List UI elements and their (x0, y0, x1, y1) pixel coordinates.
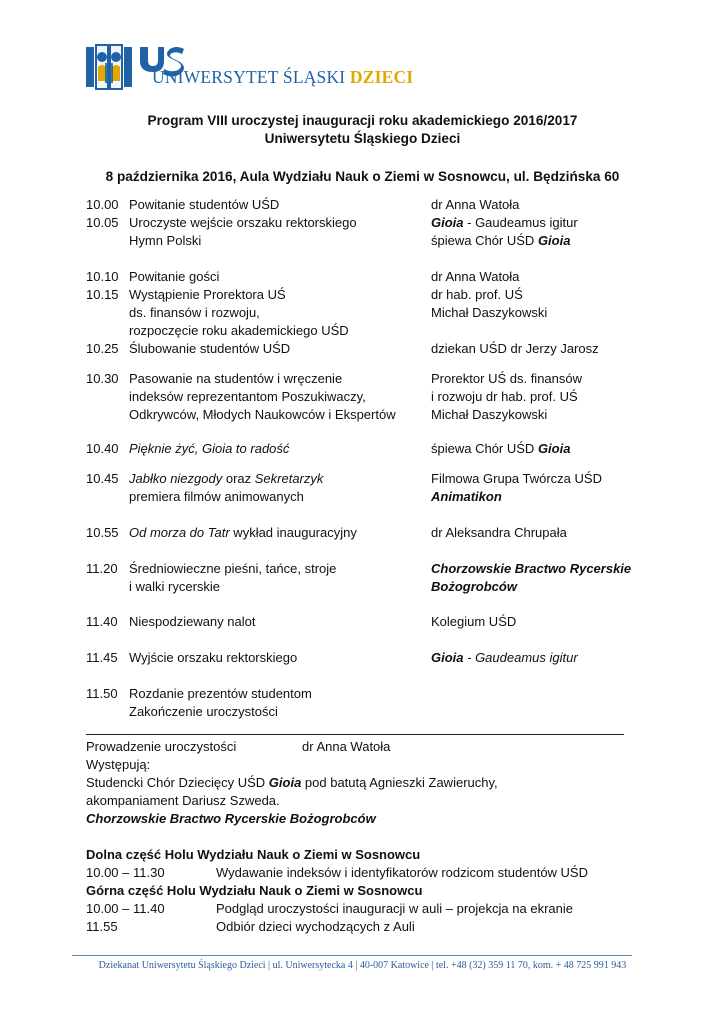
schedule-performer: Gioia - Gaudeamus igitur (431, 650, 578, 665)
lower-hall-title: Dolna część Holu Wydziału Nauk o Ziemi w Sosnowcu (86, 847, 421, 862)
schedule-time: 11.20 (86, 561, 118, 576)
schedule-event: Pięknie żyć, Gioia to radość (129, 441, 290, 456)
schedule-performer: Prorektor UŚ ds. finansów i rozwoju dr hab. prof. UŚ Michał Daszykowski (431, 371, 583, 422)
schedule-performer: dr hab. prof. UŚ Michał Daszykowski (431, 287, 548, 320)
accompaniment-line: akompaniament Dariusz Szweda. (86, 793, 280, 808)
logo-wordmark (152, 67, 413, 88)
schedule-event: Uroczyste wejście orszaku rektorskiego Hymn Polski (129, 215, 357, 248)
logo-text-main: UNIWERSYTET ŚLĄSKI (152, 67, 346, 87)
lower-hall-row: 10.00 – 11.30 Wydawanie indeksów i identyfikatorów rodzicom studentów UŚD (86, 865, 588, 880)
upper-hall-title: Górna część Holu Wydziału Nauk o Ziemi w Sosnowcu (86, 883, 423, 898)
university-logo (84, 41, 414, 97)
hall-info (86, 846, 588, 936)
schedule-event: Ślubowanie studentów UŚD (129, 341, 291, 356)
upper-hall-row: 10.00 – 11.40 Podgląd uroczystości inauguracji w auli – projekcja na ekranie (86, 901, 573, 916)
schedule-performer: dr Anna Watoła (431, 197, 520, 212)
schedule-time: 10.15 (86, 287, 119, 302)
schedule-event: Pasowanie na studentów i wręczenie indeksów reprezentantom Poszukiwaczy, Odkrywców, Młodych Naukowców i Ekspertów (129, 371, 396, 422)
schedule-time: 10.55 (86, 525, 119, 540)
schedule-time: 10.25 (86, 341, 119, 356)
schedule-performer: śpiewa Chór UŚD Gioia (431, 441, 571, 456)
ceremony-info (86, 738, 498, 828)
schedule-performer: Chorzowskie Bractwo Rycerskie Bożogrobców (431, 561, 632, 594)
schedule-performer: dr Aleksandra Chrupała (431, 525, 567, 540)
program-title: Program VIII uroczystej inauguracji roku akademickiego 2016/2017 (147, 113, 578, 128)
pickup-row: 11.55 Odbiór dzieci wychodzących z Auli (86, 919, 415, 934)
schedule-performer: Kolegium UŚD (431, 614, 517, 629)
knights-line: Chorzowskie Bractwo Rycerskie Bożogrobców (86, 811, 376, 826)
schedule-time: 11.45 (86, 650, 118, 665)
schedule-event: Jabłko niezgody oraz Sekretarzyk premiera filmów animowanych (129, 471, 324, 504)
schedule-performer: Filmowa Grupa Twórcza UŚD Animatikon (431, 471, 602, 504)
schedule-performer: dziekan UŚD dr Jerzy Jarosz (431, 341, 599, 356)
schedule-time: 10.30 (86, 371, 119, 386)
performers-label: Występują: (86, 757, 151, 772)
schedule-event: Wyjście orszaku rektorskiego (129, 650, 298, 665)
schedule-time: 11.40 (86, 614, 118, 629)
logo-text-accent: DZIECI (349, 67, 414, 87)
program-subtitle: Uniwersytetu Śląskiego Dzieci (264, 131, 461, 146)
footer-contact: Dziekanat Uniwersytetu Śląskiego Dzieci | ul. Uniwersytecka 4 | 40-007 Katowice | tel. +48 (32) 359 11 70, kom. + 48 725 991 943 (98, 960, 627, 971)
schedule-time: 11.50 (86, 686, 118, 701)
schedule-time: 10.45 (86, 471, 119, 486)
schedule-event: Od morza do Tatr wykład inauguracyjny (129, 525, 357, 540)
section-divider (86, 734, 624, 735)
schedule-performer: dr Anna Watoła (431, 269, 520, 284)
schedule-time: 10.00 (86, 197, 119, 212)
choir-line: Studencki Chór Dziecięcy UŚD Gioia pod batutą Agnieszki Zawieruchy, (86, 775, 498, 790)
schedule-event: Niespodziewany nalot (129, 614, 256, 629)
schedule-event: Średniowieczne pieśni, tańce, stroje i walki rycerskie (129, 561, 337, 594)
schedule-performer: Gioia - Gaudeamus igitur śpiewa Chór UŚD Gioia (431, 215, 578, 248)
schedule-event: Powitanie studentów UŚD (129, 197, 280, 212)
footer-divider (72, 955, 632, 956)
schedule-event: Rozdanie prezentów studentom Zakończenie uroczystości (129, 686, 312, 719)
schedule-time: 10.10 (86, 269, 119, 284)
host-line: Prowadzenie uroczystości dr Anna Watoła (86, 739, 391, 754)
schedule-event: Powitanie gości (129, 269, 220, 284)
schedule-event: Wystąpienie Prorektora UŚ ds. finansów i rozwoju, rozpoczęcie roku akademickiego UŚD (129, 287, 349, 338)
schedule-time: 10.40 (86, 441, 119, 456)
event-date-location: 8 października 2016, Aula Wydziału Nauk o Ziemi w Sosnowcu, ul. Będzińska 60 (105, 169, 620, 184)
schedule-time: 10.05 (86, 215, 119, 230)
